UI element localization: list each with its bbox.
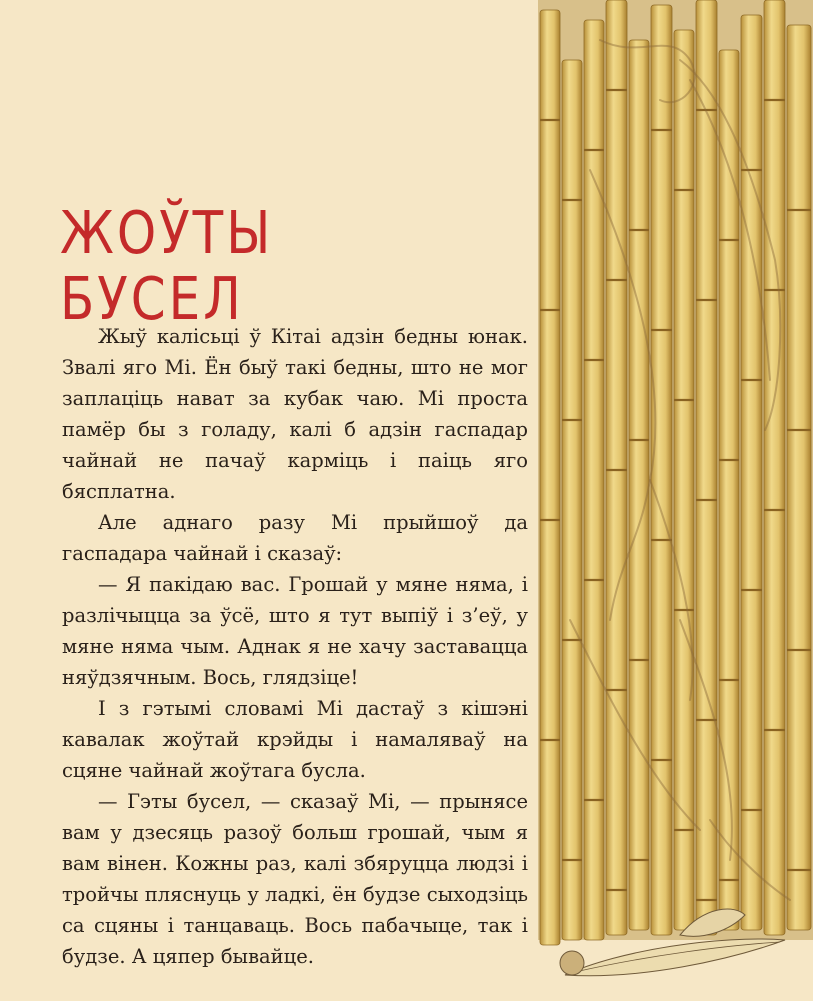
paragraph-4: І з гэтымі словамі Мі дастаў з кішэні кавалак жоўтай крэйды і намаляваў на сцяне чайнай жоўтага бусла. — [62, 697, 528, 782]
bamboo-wall-illustration — [530, 0, 813, 1001]
paragraph-1: Жыў калісьці ў Кітаі адзін бедны юнак. Звалі яго Мі. Ён быў такі бедны, што не мог заплаціць нават за кубак чаю. Мі проста памёр бы з голаду, калі б адзін гаспадар чайнай не пачаў карміць і паіць яго бясплатна. — [62, 325, 528, 503]
title-line-2: БУСЕЛ — [60, 264, 244, 334]
title-line-1: ЖОЎТЫ — [60, 198, 274, 268]
paragraph-3: — Я пакідаю вас. Грошай у мяне няма, і разлічыцца за ўсё, што я тут выпіў і з’еў, у мяне няма чым. Аднак я не хачу заставацца няўдзячным. Вось, глядзіце! — [62, 573, 528, 689]
bamboo-wall-icon — [530, 0, 813, 1001]
paragraph-5: — Гэты бусел, — сказаў Мі, — прынясе вам у дзесяць разоў больш грошай, чым я вам вінен. Кожны раз, калі збяруцца людзі і тройчы пляснуць у ладкі, ён будзе сыходзіць са сцяны і танцаваць. Вось пабачыце, так і будзе. А цяпер бывайце. — [62, 790, 528, 968]
story-title — [60, 200, 360, 332]
paragraph-2: Але аднаго разу Мі прыйшоў да гаспадара чайнай і сказаў: — [62, 511, 528, 565]
story-text — [62, 321, 528, 972]
